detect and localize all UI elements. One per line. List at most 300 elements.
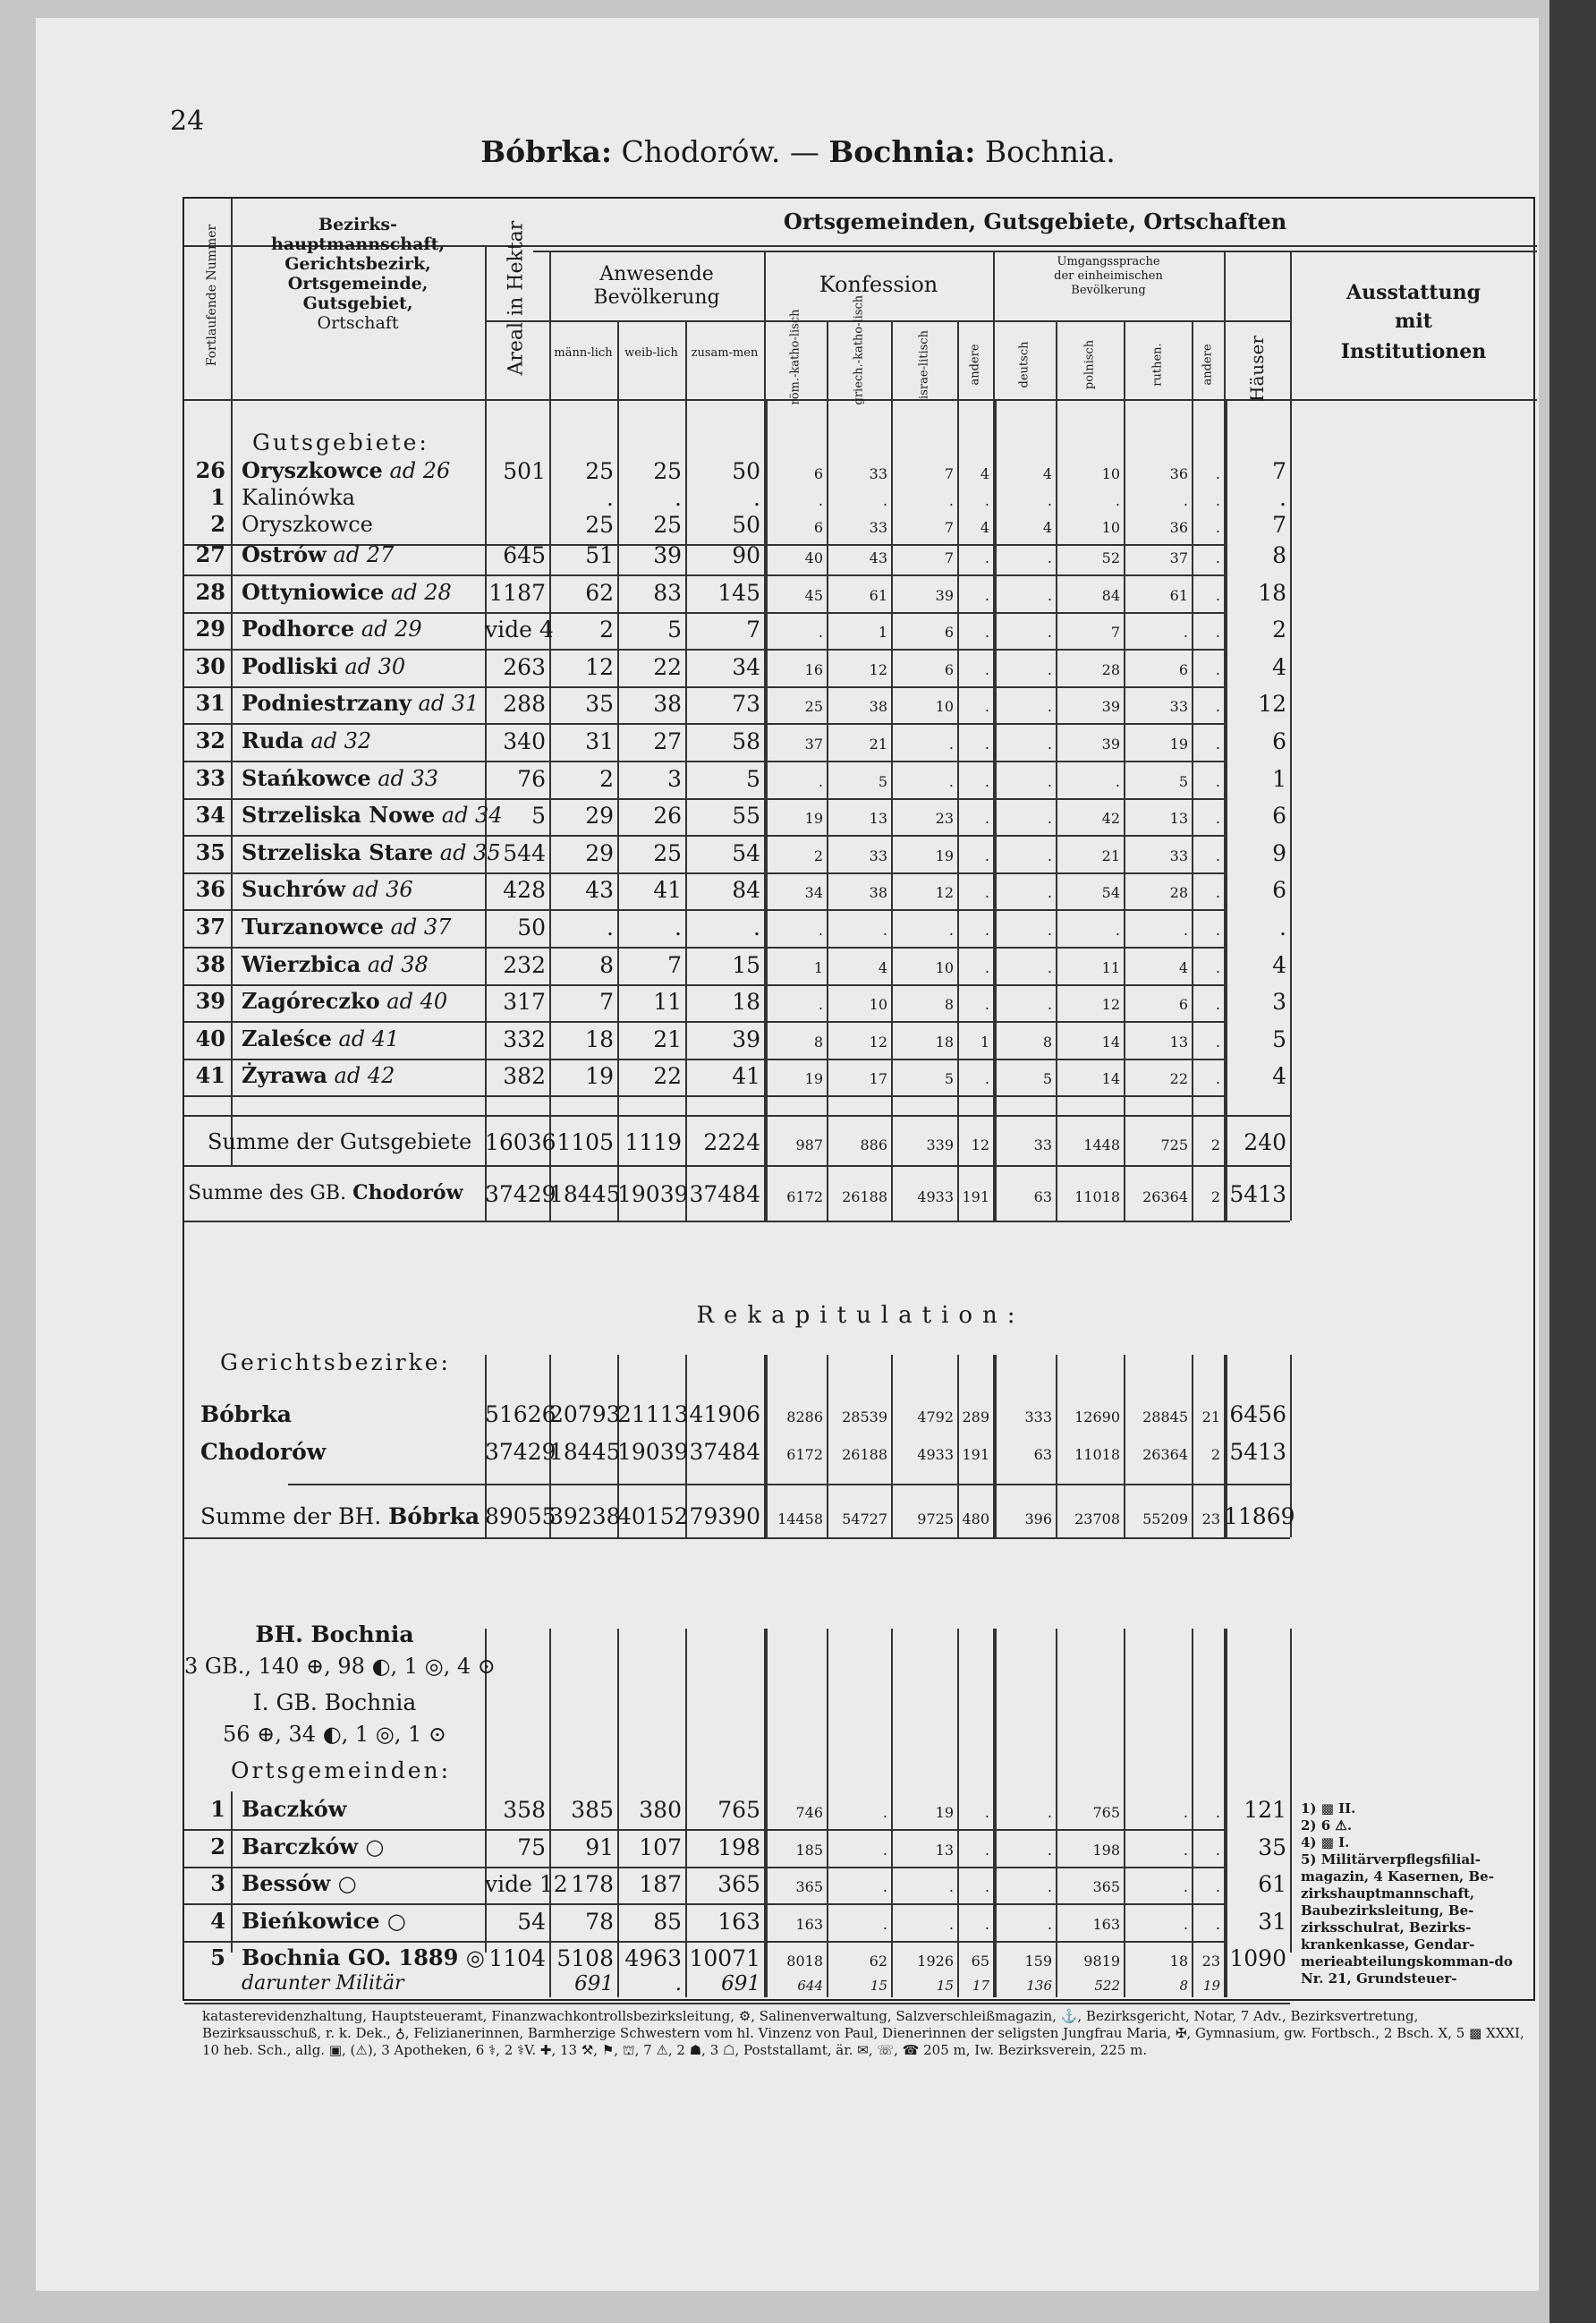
cell-bh-row: 178 xyxy=(571,1871,614,1897)
cell-row1: . xyxy=(1047,922,1052,939)
cell-bh-row: 185 xyxy=(795,1841,823,1859)
cell-row1: 501 xyxy=(503,458,546,484)
cell-bh-row: 35 xyxy=(1258,1834,1286,1860)
cell-row1: 8 xyxy=(944,996,954,1014)
cell-row1: 5 xyxy=(1178,772,1188,790)
cell-bh-row: . xyxy=(1183,1804,1188,1821)
column-divider xyxy=(1192,1953,1193,1997)
column-divider xyxy=(549,1953,551,1997)
cell-rekap: 51626 xyxy=(485,1401,556,1427)
header-chodorow: Chodorów. — xyxy=(612,134,829,169)
sum-gb-label-a: Summe des GB. xyxy=(188,1182,353,1204)
column-divider xyxy=(1056,1953,1057,1997)
cell-row1: . xyxy=(818,492,823,509)
cell-row1: 11 xyxy=(653,989,682,1016)
cell-row1: 6 xyxy=(1272,803,1286,830)
column-divider xyxy=(1224,251,1226,399)
cell-bh-row: . xyxy=(1047,1804,1052,1821)
cell-row1: 54 xyxy=(1101,884,1120,902)
subgroup-rule xyxy=(485,320,1290,322)
row-name: Bochnia GO. 1889 ◎ xyxy=(242,1944,485,1970)
column-divider xyxy=(1192,320,1193,399)
cell-row1: . xyxy=(1215,736,1220,753)
cell-row1: 41 xyxy=(653,877,682,904)
cell-bh-row: . xyxy=(882,1878,887,1895)
column-divider xyxy=(827,320,828,399)
cell-row1: 145 xyxy=(717,579,760,606)
cell-militar: 19 xyxy=(1202,1978,1220,1994)
row-ad-ref: ad 38 xyxy=(361,951,429,977)
cell-bh-row: . xyxy=(1047,1915,1052,1933)
cell-sum-gut: 987 xyxy=(795,1136,823,1153)
cell-row1: 12 xyxy=(1101,996,1120,1014)
rekap-row-name: Chodorów xyxy=(200,1439,327,1465)
rekap-row-name: Bóbrka xyxy=(200,1401,292,1427)
sum-bh-label-a: Summe der BH. xyxy=(200,1503,389,1529)
col-anwesende-header: Anwesende Bevölkerung xyxy=(593,263,720,309)
cell-sum-gut: 2 xyxy=(1210,1136,1220,1153)
sum-rule xyxy=(184,1221,1290,1222)
row-name-text: Oryszkowce xyxy=(242,512,373,537)
cell-row1: 51 xyxy=(585,542,614,568)
side-note: 1) ▩ II. xyxy=(1301,1800,1356,1817)
cell-row1: 288 xyxy=(503,691,546,718)
row-name: Bessów ○ xyxy=(242,1870,357,1896)
col-divider-name xyxy=(485,245,487,399)
cell-rekap: 289 xyxy=(962,1408,989,1425)
cell-row1: . xyxy=(1047,772,1052,790)
cell-row1: 14 xyxy=(1101,1070,1120,1088)
cell-row1: 7 xyxy=(1272,512,1286,538)
col-umgang-header-line: der einheimischen xyxy=(1054,269,1163,283)
col-name-header-line: Gerichtsbezirk, xyxy=(284,254,431,274)
col-lfd-header: Fortlaufende Nummer xyxy=(205,224,219,367)
row-name-text: Turzanowce xyxy=(242,914,384,940)
cell-row1: 45 xyxy=(804,586,823,604)
cell-sum-gut: 2224 xyxy=(703,1129,760,1155)
cell-sum-gut: 886 xyxy=(860,1136,887,1153)
page-header xyxy=(0,134,1596,169)
cell-sum-gut: 240 xyxy=(1244,1129,1286,1155)
col-haeuser-header: Häuser xyxy=(1246,336,1268,402)
cell-row1: 19 xyxy=(935,847,954,864)
cell-row1: 25 xyxy=(585,512,614,538)
row-number: 38 xyxy=(195,950,225,977)
cell-row1: 19 xyxy=(804,810,823,828)
cell-row1: 18 xyxy=(732,989,760,1016)
cell-row1: . xyxy=(984,884,989,902)
cell-bh-row: . xyxy=(1047,1878,1052,1895)
cell-row1: 2 xyxy=(599,617,614,643)
cell-row1: 31 xyxy=(585,728,614,754)
cell-row1: . xyxy=(984,847,989,864)
table-bottom-rule xyxy=(184,2003,1290,2004)
column-divider xyxy=(993,1355,997,1537)
cell-row1: 3 xyxy=(1272,989,1286,1016)
cell-bh-row: 163 xyxy=(795,1915,823,1933)
cell-row1: 43 xyxy=(869,549,887,566)
cell-sum-gut: 16036 xyxy=(485,1129,556,1155)
cell-row1: 8 xyxy=(813,1033,823,1051)
cell-row1: . xyxy=(1047,958,1052,976)
cell-row1: . xyxy=(1115,492,1120,509)
cell-row1: . xyxy=(818,922,823,939)
cell-row1: 61 xyxy=(1169,586,1188,604)
cell-row1: 1187 xyxy=(488,579,546,606)
cell-row1: . xyxy=(984,698,989,716)
cell-militar: 17 xyxy=(972,1978,989,1994)
group-rule xyxy=(533,251,1537,252)
cell-row1: 25 xyxy=(653,458,682,484)
cell-row1: 3 xyxy=(667,765,682,792)
cell-row1: 13 xyxy=(869,810,887,828)
row-rule xyxy=(184,1903,1224,1905)
sum-gb-label-b: Chodorów xyxy=(352,1181,463,1204)
cell-row1: 5 xyxy=(531,803,546,830)
cell-row1: . xyxy=(984,922,989,939)
cell-row1: 90 xyxy=(732,542,760,568)
cell-bh-row: 1926 xyxy=(917,1953,954,1970)
column-divider xyxy=(1290,399,1292,1165)
row-rule xyxy=(184,761,1224,762)
cell-row1: 36 xyxy=(1169,465,1188,482)
cell-rekap: 28539 xyxy=(842,1408,887,1425)
cell-bh-row: 746 xyxy=(795,1804,823,1821)
row-name-text: Stańkowce xyxy=(242,764,371,791)
cell-row1: 43 xyxy=(585,877,614,904)
cell-row1: . xyxy=(818,772,823,790)
cell-row1: 38 xyxy=(869,698,887,716)
cell-bh-row: . xyxy=(1183,1915,1188,1933)
cell-bh-row: . xyxy=(882,1915,887,1933)
side-note: 4) ▩ I. xyxy=(1301,1834,1350,1851)
cell-row1: 22 xyxy=(653,1063,682,1090)
row-name xyxy=(242,950,485,977)
cell-row1: 28 xyxy=(1101,660,1120,678)
cell-sum-gut: 1119 xyxy=(624,1129,682,1155)
cell-bh-row: 4963 xyxy=(624,1945,682,1971)
row-rule xyxy=(184,1059,1224,1060)
cell-row1: 33 xyxy=(1169,847,1188,864)
cell-row1: . xyxy=(607,915,614,940)
row-ad-ref: ad 32 xyxy=(303,728,372,753)
cell-bh-row: . xyxy=(882,1841,887,1859)
cell-row1: 55 xyxy=(732,803,760,830)
cell-bh-row: . xyxy=(1215,1878,1220,1895)
cell-row1: 10 xyxy=(935,698,954,716)
col-umgang-header-line: Umgangssprache xyxy=(1057,255,1160,268)
row-number: 36 xyxy=(195,876,225,903)
cell-sum-gut: 725 xyxy=(1160,1136,1188,1153)
col-areal-header: Areal in Hektar xyxy=(505,220,528,376)
cell-row1: . xyxy=(948,492,954,509)
row-name-text: Ostrów xyxy=(242,541,327,567)
cell-bh-row: 765 xyxy=(1092,1804,1120,1821)
row-rule xyxy=(184,649,1224,651)
cell-militar: . xyxy=(675,1972,682,1995)
cell-row1: 232 xyxy=(503,951,546,978)
cell-bh-row: 365 xyxy=(717,1871,760,1897)
cell-row1: . xyxy=(1047,736,1052,753)
cell-sum-bh: 23708 xyxy=(1074,1510,1120,1527)
column-divider xyxy=(617,1953,619,1997)
cell-row1: . xyxy=(1047,660,1052,678)
row-rule xyxy=(184,723,1224,725)
cell-row1: 19 xyxy=(585,1063,614,1090)
row-ad-ref: ad 30 xyxy=(337,653,406,679)
cell-row1: 39 xyxy=(1101,736,1120,753)
cell-bh-row: 62 xyxy=(869,1953,887,1970)
column-divider xyxy=(764,251,766,399)
cell-row1: . xyxy=(1215,958,1220,976)
cell-row1: 37 xyxy=(804,736,823,753)
cell-row1: 10 xyxy=(1101,465,1120,482)
cell-row1: 10 xyxy=(935,958,954,976)
cell-row1: 34 xyxy=(804,884,823,902)
cell-row1: 21 xyxy=(1101,847,1120,864)
cell-row1: 23 xyxy=(935,810,954,828)
cell-row1: 2 xyxy=(1272,617,1286,643)
col-sub-header: andere xyxy=(968,344,982,386)
cell-row1: 13 xyxy=(1169,810,1188,828)
cell-row1: . xyxy=(1215,996,1220,1014)
column-divider xyxy=(764,1355,768,1537)
cell-militar: 8 xyxy=(1179,1978,1188,1994)
cell-row1: 7 xyxy=(1272,458,1286,484)
cell-bh-row: 765 xyxy=(717,1797,760,1823)
cell-bh-row: 19 xyxy=(935,1804,954,1821)
gb-line: 56 ⊕, 34 ◐, 1 ◎, 1 ⊙ xyxy=(222,1722,446,1747)
militar-label: darunter Militär xyxy=(242,1972,404,1995)
row-rule xyxy=(184,798,1224,800)
row-name-text: Kalinówka xyxy=(242,485,355,510)
cell-row1: 12 xyxy=(869,660,887,678)
cell-sum-bh: 89055 xyxy=(485,1503,556,1529)
cell-row1: . xyxy=(1215,1033,1220,1051)
col-group-header: Ortsgemeinden, Gutsgebiete, Ortschaften xyxy=(783,208,1287,234)
cell-row1: . xyxy=(984,586,989,604)
row-name xyxy=(242,578,485,605)
cell-row1: 1 xyxy=(1272,765,1286,792)
cell-row1: . xyxy=(984,736,989,753)
cell-row1: 38 xyxy=(869,884,887,902)
cell-row1: 6 xyxy=(1272,877,1286,904)
cell-row1: 18 xyxy=(935,1033,954,1051)
cell-rekap: 12690 xyxy=(1074,1408,1120,1425)
row-name-text: Strzeliska Nowe xyxy=(242,802,436,829)
cell-row1: 16 xyxy=(804,660,823,678)
side-note: 2) 6 ⚠. xyxy=(1301,1817,1353,1834)
sum-rule xyxy=(184,1537,1290,1539)
cell-row1: 36 xyxy=(1169,519,1188,536)
cell-row1: . xyxy=(984,958,989,976)
cell-row1: . xyxy=(1215,922,1220,939)
cell-row1: 50 xyxy=(732,512,760,538)
cell-sum-gut: 12 xyxy=(971,1136,989,1153)
row-rule xyxy=(184,1021,1224,1023)
col-sub-header: zusam-men xyxy=(691,346,759,360)
row-name-text: Podniestrzany xyxy=(242,690,412,717)
col-divider-lfd xyxy=(231,1791,233,1953)
row-ad-ref: ad 35 xyxy=(433,839,501,865)
cell-bh-row: 85 xyxy=(653,1908,682,1935)
gb-title: I. GB. Bochnia xyxy=(252,1689,417,1715)
cell-row1: . xyxy=(882,922,887,939)
cell-bh-row: . xyxy=(1215,1841,1220,1859)
cell-row1: 11 xyxy=(1101,958,1120,976)
cell-bh-row: . xyxy=(1183,1878,1188,1895)
cell-row1: . xyxy=(1047,549,1052,566)
col-sub-header: männ-lich xyxy=(554,346,613,360)
row-number: 34 xyxy=(195,802,225,829)
column-divider xyxy=(1290,1629,1292,1953)
cell-row1: . xyxy=(984,624,989,642)
cell-rekap: 26188 xyxy=(842,1446,887,1463)
row-name xyxy=(242,541,485,567)
cell-sum-bh: 55209 xyxy=(1142,1510,1188,1527)
cell-row1: 18 xyxy=(1258,579,1286,606)
cell-bh-row: 18 xyxy=(1169,1953,1188,1970)
cell-rekap: 26364 xyxy=(1142,1446,1188,1463)
cell-row1: . xyxy=(675,915,682,940)
cell-row1: 1 xyxy=(980,1033,989,1051)
cell-sum-gb: 26364 xyxy=(1142,1188,1188,1205)
row-number: 29 xyxy=(195,616,225,642)
row-number: 1 xyxy=(210,1796,225,1822)
column-divider xyxy=(1124,1355,1125,1537)
cell-row1: . xyxy=(753,485,760,511)
cell-rekap: 2 xyxy=(1210,1446,1220,1463)
cell-row1: 12 xyxy=(585,653,614,680)
row-name xyxy=(242,916,485,938)
cell-rekap: 19039 xyxy=(617,1439,689,1465)
cell-row1: 1 xyxy=(813,958,823,976)
cell-row1: . xyxy=(1279,485,1286,511)
cell-row1: 38 xyxy=(653,691,682,718)
cell-row1: 37 xyxy=(1169,549,1188,566)
cell-row1: 33 xyxy=(869,519,887,536)
cell-sum-gb: 2 xyxy=(1210,1188,1220,1205)
header-bochnia2: Bochnia. xyxy=(975,134,1116,169)
cell-militar: 522 xyxy=(1094,1978,1120,1994)
cell-row1: 40 xyxy=(804,549,823,566)
column-divider xyxy=(1124,320,1125,399)
cell-row1: . xyxy=(1047,492,1052,509)
cell-row1: 73 xyxy=(732,691,760,718)
cell-bh-row: . xyxy=(1047,1841,1052,1859)
cell-row1: 62 xyxy=(585,579,614,606)
cell-bh-row: . xyxy=(984,1915,989,1933)
cell-row1: 263 xyxy=(503,653,546,680)
column-divider xyxy=(891,1355,893,1537)
cell-row1: 6 xyxy=(944,624,954,642)
column-divider xyxy=(957,1953,959,1997)
cell-row1: 29 xyxy=(585,803,614,830)
cell-row1: 33 xyxy=(869,847,887,864)
cell-row1: . xyxy=(984,772,989,790)
row-rule xyxy=(184,1095,1224,1097)
cell-row1: 6 xyxy=(1272,728,1286,754)
row-number: 40 xyxy=(195,1025,225,1051)
cell-row1: 52 xyxy=(1101,549,1120,566)
cell-row1: . xyxy=(948,736,954,753)
cell-row1: 21 xyxy=(869,736,887,753)
cell-row1: 9 xyxy=(1272,839,1286,866)
row-ad-ref: ad 34 xyxy=(435,803,503,829)
column-divider xyxy=(827,1355,828,1537)
cell-row1: 7 xyxy=(944,549,954,566)
cell-row1: 8 xyxy=(1272,542,1286,568)
col-divider-lfd xyxy=(231,399,233,1120)
cell-row1: 35 xyxy=(585,691,614,718)
cell-militar: 691 xyxy=(574,1972,614,1995)
row-ad-ref: ad 26 xyxy=(382,458,451,483)
cell-row1: 10 xyxy=(869,996,887,1014)
cell-row1: 83 xyxy=(653,579,682,606)
cell-row1: 645 xyxy=(503,542,546,568)
col-sub-header: israe-litisch xyxy=(917,330,931,399)
cell-militar: 15 xyxy=(936,1978,954,1994)
cell-bh-row: . xyxy=(948,1878,954,1895)
row-name xyxy=(242,690,485,717)
sum-bh-label xyxy=(200,1505,496,1527)
column-divider xyxy=(1056,320,1057,399)
cell-sum-bh: 480 xyxy=(962,1510,989,1527)
column-divider xyxy=(957,320,959,399)
cell-row1: . xyxy=(1215,492,1220,509)
cell-rekap: 63 xyxy=(1033,1446,1052,1463)
cell-row1: . xyxy=(1215,586,1220,604)
col-sub-header: andere xyxy=(1201,344,1215,386)
cell-row1: . xyxy=(1183,922,1188,939)
cell-row1: 5 xyxy=(944,1070,954,1088)
cell-bh-row: 365 xyxy=(795,1878,823,1895)
cell-rekap: 4933 xyxy=(917,1446,954,1463)
cell-row1: 19 xyxy=(804,1070,823,1088)
row-ad-ref: ad 37 xyxy=(383,915,452,940)
cell-row1: . xyxy=(675,485,682,511)
cell-rekap: 21113 xyxy=(617,1401,689,1427)
cell-row1: 42 xyxy=(1101,810,1120,828)
cell-rekap: 11018 xyxy=(1074,1446,1120,1463)
row-number: 5 xyxy=(210,1944,225,1970)
cell-row1: 7 xyxy=(599,989,614,1016)
cell-row1: . xyxy=(984,549,989,566)
col-name-header-line: Ortsgemeinde, xyxy=(287,274,429,294)
cell-row1: 39 xyxy=(1101,698,1120,716)
row-rule xyxy=(184,686,1224,688)
cell-row1: 1 xyxy=(878,624,887,642)
cell-row1: . xyxy=(1047,884,1052,902)
cell-row1: 84 xyxy=(1101,586,1120,604)
row-rule xyxy=(184,872,1224,874)
cell-row1: 4 xyxy=(878,958,887,976)
header-bochnia: Bochnia: xyxy=(828,134,976,169)
row-name xyxy=(242,514,485,535)
cell-sum-bh: 396 xyxy=(1024,1510,1052,1527)
cell-row1: 54 xyxy=(732,839,760,866)
cell-sum-bh: 79390 xyxy=(689,1503,760,1529)
sum-bh-label-b: Bóbrka xyxy=(388,1503,480,1529)
row-ad-ref: ad 40 xyxy=(379,989,448,1015)
col-ausstattung-header-line: Ausstattung xyxy=(1346,281,1481,304)
cell-bh-row: 13 xyxy=(935,1841,954,1859)
cell-row1: 15 xyxy=(732,951,760,978)
cell-row1: 8 xyxy=(1042,1033,1052,1051)
row-name-text: Suchrów xyxy=(242,876,346,903)
cell-row1: . xyxy=(1047,847,1052,864)
row-ad-ref: ad 42 xyxy=(327,1063,395,1089)
